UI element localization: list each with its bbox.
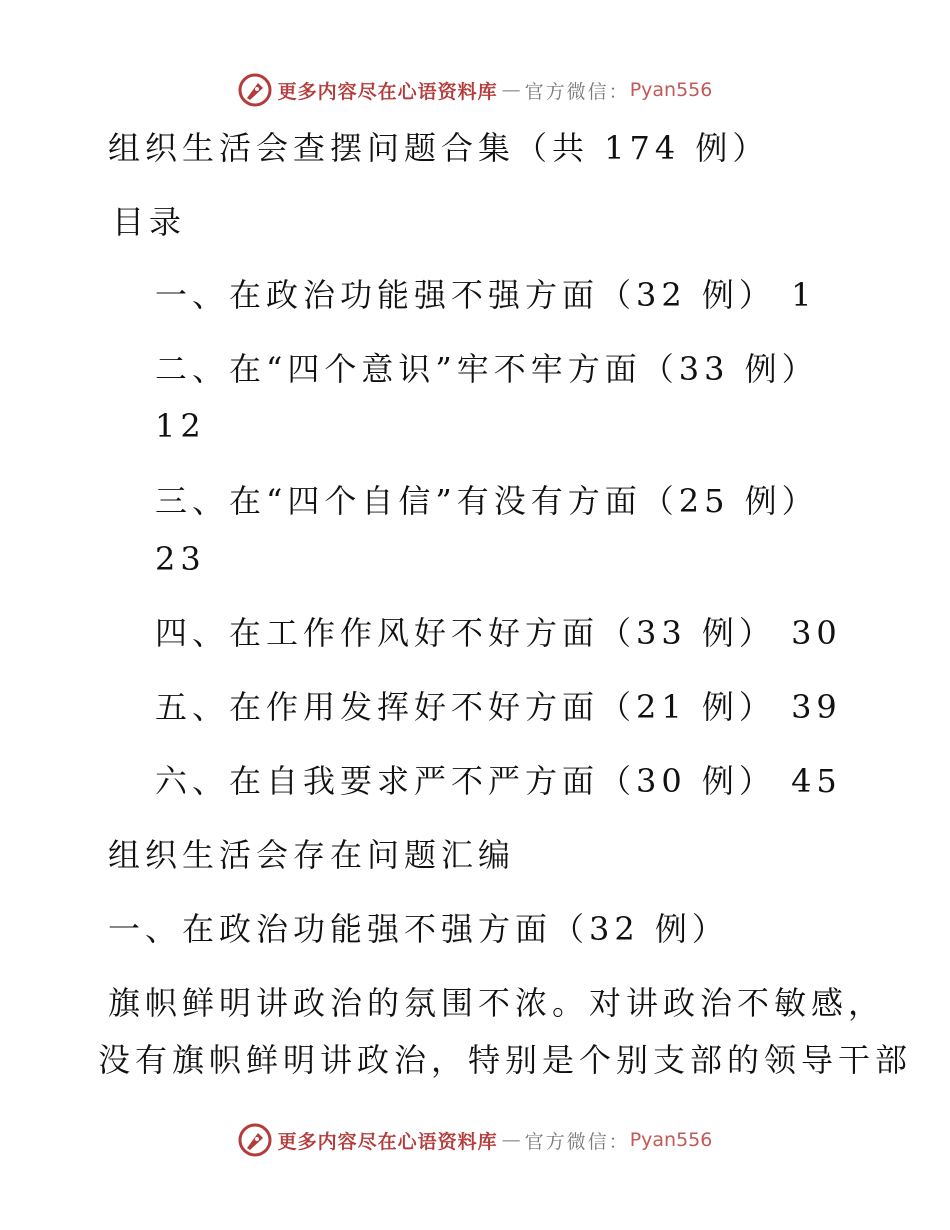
toc-entry-2-page: 12 (155, 407, 206, 445)
toc-entry-4: 四、在工作作风好不好方面（33 例） 30 (155, 614, 842, 652)
document-title: 组织生活会查摆问题合集（共 174 例） (108, 129, 770, 167)
pen-nib-logo-icon (238, 1123, 272, 1157)
watermark-dash: — (501, 1129, 521, 1151)
footer-watermark (0, 1120, 950, 1160)
pen-nib-logo-icon (238, 73, 272, 107)
toc-heading: 目录 (112, 203, 187, 241)
watermark-wechat-id: Pyan556 (629, 1129, 713, 1151)
paragraph-line-2: 没有旗帜鲜明讲政治，特别是个别支部的领导干部 (98, 1041, 913, 1079)
watermark-brand: 更多内容尽在心语资料库 (277, 80, 498, 103)
toc-entry-6: 六、在自我要求严不严方面（30 例） 45 (155, 762, 842, 800)
header-watermark (0, 70, 950, 110)
toc-entry-3-page: 23 (155, 540, 206, 578)
toc-entry-1: 一、在政治功能强不强方面（32 例） 1 (155, 276, 817, 314)
paragraph-line-1: 旗帜鲜明讲政治的氛围不浓。对讲政治不敏感， (108, 984, 886, 1022)
toc-entry-2: 二、在“四个意识”牢不牢方面（33 例） (155, 350, 819, 388)
section-heading-1: 一、在政治功能强不强方面（32 例） (108, 910, 729, 948)
watermark-dash: — (501, 79, 521, 101)
watermark-brand: 更多内容尽在心语资料库 (277, 1130, 498, 1153)
toc-entry-5: 五、在作用发挥好不好方面（21 例） 39 (155, 688, 842, 726)
watermark-official-label: 官方微信： (524, 80, 630, 103)
toc-entry-3: 三、在“四个自信”有没有方面（25 例） (155, 482, 819, 520)
section-title: 组织生活会存在问题汇编 (108, 836, 516, 874)
watermark-official-label: 官方微信： (524, 1130, 630, 1153)
watermark-wechat-id: Pyan556 (629, 79, 713, 101)
